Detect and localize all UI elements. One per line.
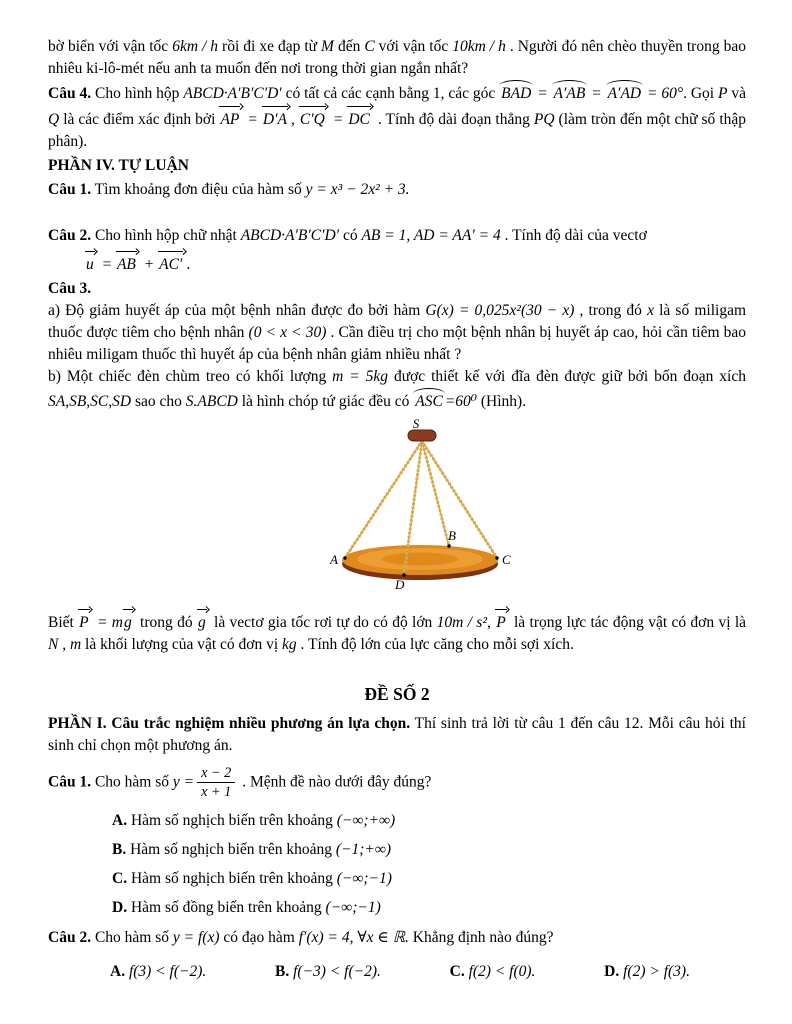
chandelier-illustration bbox=[328, 419, 528, 591]
text-run: . Gọi bbox=[683, 85, 718, 102]
chandelier-figure bbox=[328, 419, 746, 598]
option-label: B. bbox=[275, 962, 290, 980]
text-run: có bbox=[339, 227, 362, 244]
angle-hat: A′AB bbox=[552, 80, 588, 105]
part-1-paragraph bbox=[48, 713, 746, 757]
text-run: bờ biển với vận tốc bbox=[48, 38, 173, 55]
text-run: Cho hình hộp chữ nhật bbox=[91, 227, 241, 244]
text-run: và bbox=[727, 85, 746, 102]
math-run: = bbox=[92, 614, 112, 631]
option-label: D. bbox=[112, 898, 128, 916]
math-run: M bbox=[321, 38, 334, 55]
part-1-label: PHẦN I. Câu trắc nghiệm nhiều phương án lựa chọn. bbox=[48, 714, 411, 732]
math-run: (−1;+∞) bbox=[335, 840, 392, 858]
text-run: Cho hàm số bbox=[91, 928, 173, 946]
label-c: C bbox=[502, 552, 511, 567]
essay-question-1 bbox=[48, 179, 746, 201]
math-run: ABCD·A′B′C′D′ bbox=[183, 85, 282, 102]
text-run: . Tính độ dài của vectơ bbox=[500, 227, 647, 244]
option-d bbox=[604, 961, 690, 983]
text-run: (làm tròn đến một chữ số thập phân). bbox=[48, 111, 747, 150]
text-run: sao cho bbox=[131, 393, 186, 410]
math-run: = bbox=[328, 111, 348, 128]
question-label: Câu 2. bbox=[48, 227, 92, 244]
math-run: S.ABCD bbox=[185, 393, 238, 410]
math-run: = bbox=[97, 256, 116, 273]
text-run: đến bbox=[333, 38, 365, 55]
math-run: Q bbox=[48, 111, 60, 128]
math-run: m bbox=[111, 614, 123, 631]
text-run: . Tính độ lớn của lực căng cho mỗi sợi xích. bbox=[296, 636, 574, 653]
math-run: PQ bbox=[533, 111, 555, 128]
label-a: A bbox=[330, 552, 338, 567]
option-b bbox=[112, 839, 746, 861]
option-a bbox=[112, 810, 746, 832]
text-run: Hàm số nghịch biến trên khoảng bbox=[126, 840, 336, 858]
math-run: = bbox=[533, 85, 552, 102]
vector-run: P bbox=[78, 608, 92, 634]
math-run: (−∞;−1) bbox=[336, 869, 392, 887]
math-run: y = bbox=[172, 773, 195, 791]
math-run: N bbox=[48, 636, 59, 653]
question-label: Câu 4. bbox=[48, 85, 92, 102]
math-run: 10km / h bbox=[452, 38, 506, 55]
fraction-numerator: x − 2 bbox=[197, 765, 235, 783]
text-run: là trọng lực tác động vật có đơn vị là bbox=[509, 614, 747, 631]
vector-run: AC′ bbox=[158, 250, 186, 276]
vector-run: AB bbox=[116, 250, 140, 276]
angle-hat: ASC bbox=[413, 388, 445, 413]
vector-run: g bbox=[123, 608, 136, 634]
angle-hat: BAD bbox=[499, 80, 533, 105]
option-label: B. bbox=[112, 840, 127, 858]
vector-run: g bbox=[197, 608, 210, 634]
text-run: là vectơ gia tốc rơi tự do có độ lớn bbox=[209, 614, 437, 631]
math-run: x bbox=[647, 302, 654, 319]
text-run: là các điểm xác định bởi bbox=[59, 111, 220, 128]
question-4-paragraph bbox=[48, 80, 746, 153]
text-run: Hàm số nghịch biến trên khoảng bbox=[127, 811, 337, 829]
math-run: 10m / s² bbox=[436, 614, 487, 631]
option-a bbox=[110, 961, 206, 983]
vector-formula-line bbox=[85, 250, 746, 276]
vertex-dot-c bbox=[495, 556, 498, 559]
option-c bbox=[450, 961, 536, 983]
math-run: (−∞;−1) bbox=[325, 898, 381, 916]
text-run: Thí sinh trả lời từ câu 1 đến câu 12. Mỗi câu hỏi thí sinh chỉ chọn một phương án. bbox=[48, 714, 746, 754]
text-run: , bbox=[58, 636, 70, 653]
text-run: Biết bbox=[48, 614, 79, 631]
part-4-heading: PHẦN IV. TỰ LUẬN bbox=[48, 157, 189, 174]
math-run: y = f(x) bbox=[172, 928, 220, 946]
math-run: AB = 1, AD = AA′ = 4 bbox=[361, 227, 501, 244]
option-d bbox=[112, 897, 746, 919]
text-run: Cho hàm số bbox=[91, 773, 173, 791]
math-run: P bbox=[718, 85, 728, 102]
math-run: m bbox=[69, 636, 82, 653]
math-run: m = 5kg bbox=[332, 368, 389, 385]
text-run: trong đó bbox=[135, 614, 197, 631]
math-run: G(x) = 0,025x²(30 − x) bbox=[425, 302, 575, 319]
question-2-options bbox=[110, 961, 690, 983]
math-run: =60⁰ bbox=[444, 393, 478, 410]
question-label: Câu 1. bbox=[48, 181, 92, 198]
essay-question-2 bbox=[48, 225, 746, 247]
text-run: . Tính độ dài đoạn thẳng bbox=[373, 111, 534, 128]
option-label: C. bbox=[112, 869, 128, 887]
vertex-dot-a bbox=[343, 556, 346, 559]
text-run: rồi đi xe đạp từ bbox=[218, 38, 322, 55]
math-run: y = x³ − 2x² + 3. bbox=[305, 181, 410, 198]
text-run: với vận tốc bbox=[374, 38, 453, 55]
vector-run: DC bbox=[347, 105, 374, 131]
fraction-denominator: x + 1 bbox=[201, 784, 232, 801]
math-run: = 60° bbox=[643, 85, 684, 102]
text-run: là khối lượng của vật có đơn vị bbox=[81, 636, 283, 653]
essay-question-3-label bbox=[48, 278, 746, 300]
intro-paragraph bbox=[48, 36, 746, 80]
option-label: D. bbox=[604, 962, 620, 980]
text-run: . Người đó nên chèo thuyền trong bao nhiêu ki-lô-mét nếu anh ta muốn đến nơi trong thời gian ngắn nhất? bbox=[48, 38, 746, 77]
text-run: , bbox=[486, 614, 496, 631]
vector-run: C′Q bbox=[299, 105, 329, 131]
option-label: A. bbox=[112, 811, 128, 829]
text-run: a) Độ giảm huyết áp của một bệnh nhân được đo bởi hàm bbox=[48, 302, 426, 319]
text-run: Cho hình hộp bbox=[91, 85, 184, 102]
text-run: . bbox=[186, 256, 191, 273]
lamp-disc bbox=[342, 545, 498, 580]
option-c bbox=[112, 868, 746, 890]
text-run: b) Một chiếc đèn chùm treo có khối lượng bbox=[48, 368, 333, 385]
text-run: , trong đó bbox=[574, 302, 648, 319]
text-run: . Mệnh đề nào dưới đây đúng? bbox=[238, 773, 432, 791]
angle-hat: A′AD bbox=[606, 80, 644, 105]
math-run: f(3) < f(−2). bbox=[128, 962, 207, 980]
question-label: Câu 1. bbox=[48, 773, 92, 791]
option-label: C. bbox=[449, 962, 465, 980]
label-d: D bbox=[395, 577, 405, 591]
mc-question-2 bbox=[48, 927, 746, 949]
fraction bbox=[194, 765, 238, 801]
text-run: Hàm số nghịch biến trên khoảng bbox=[127, 869, 337, 887]
question-3b-paragraph bbox=[48, 366, 746, 413]
label-b: B bbox=[448, 528, 456, 543]
math-run: f(−3) < f(−2). bbox=[293, 962, 381, 980]
text-run: có đạo hàm bbox=[219, 928, 299, 946]
math-run: 6km / h bbox=[172, 38, 219, 55]
text-run: có tất cả các cạnh bằng 1, các góc bbox=[281, 85, 500, 102]
vector-run: AP bbox=[219, 105, 243, 131]
question-label: Câu 2. bbox=[48, 928, 92, 946]
question-label: Câu 3. bbox=[48, 280, 92, 297]
math-run: (−∞;+∞) bbox=[336, 811, 396, 829]
mc-question-1 bbox=[48, 765, 746, 801]
gravity-note-paragraph bbox=[48, 608, 746, 656]
math-run: + bbox=[139, 256, 159, 273]
math-run: f′(x) = 4, ∀x ∈ ℝ. bbox=[298, 928, 409, 946]
option-label: A. bbox=[110, 962, 126, 980]
text-run: Tìm khoảng đơn điệu của hàm số bbox=[91, 181, 306, 198]
math-run: f(2) < f(0). bbox=[468, 962, 536, 980]
text-run: (Hình). bbox=[477, 393, 527, 410]
math-run: = bbox=[243, 111, 262, 128]
exam-2-heading: ĐỀ SỐ 2 bbox=[364, 684, 430, 704]
vector-run: P bbox=[495, 608, 509, 634]
math-run: C bbox=[364, 38, 375, 55]
math-run: = bbox=[587, 85, 606, 102]
vector-run: u bbox=[85, 250, 98, 276]
chain-line bbox=[345, 441, 422, 558]
chain-line bbox=[422, 441, 449, 546]
text-run: Khẳng định nào đúng? bbox=[408, 928, 554, 946]
vertex-dot-b bbox=[447, 544, 450, 547]
question-1-options bbox=[112, 810, 746, 919]
text-run: là số miligam thuốc được tiêm cho bệnh nhân bbox=[48, 302, 747, 341]
text-run: là hình chóp tứ giác đều có bbox=[237, 393, 414, 410]
option-b bbox=[275, 961, 381, 983]
math-run: , bbox=[290, 111, 299, 128]
vector-run: D′A bbox=[262, 105, 291, 131]
question-3a-paragraph bbox=[48, 300, 746, 366]
math-run: ABCD·A′B′C′D′ bbox=[240, 227, 340, 244]
ceiling-mount bbox=[408, 430, 436, 441]
label-s: S bbox=[412, 419, 420, 431]
text-run: Hàm số đồng biến trên khoảng bbox=[127, 898, 326, 916]
math-run: f(2) > f(3). bbox=[623, 962, 690, 980]
math-run: SA,SB,SC,SD bbox=[48, 393, 132, 410]
text-run: được thiết kế với đĩa đèn được giữ bởi bốn đoạn xích bbox=[388, 368, 746, 385]
math-run: kg bbox=[282, 636, 297, 653]
text-run: . Cần điều trị cho một bệnh nhân bị huyết áp cao, hỏi cần tiêm bao nhiêu miligam thuốc thì huyết áp của bệnh nhân giảm nhiều nhất ? bbox=[48, 324, 746, 363]
math-run: (0 < x < 30) bbox=[248, 324, 327, 341]
